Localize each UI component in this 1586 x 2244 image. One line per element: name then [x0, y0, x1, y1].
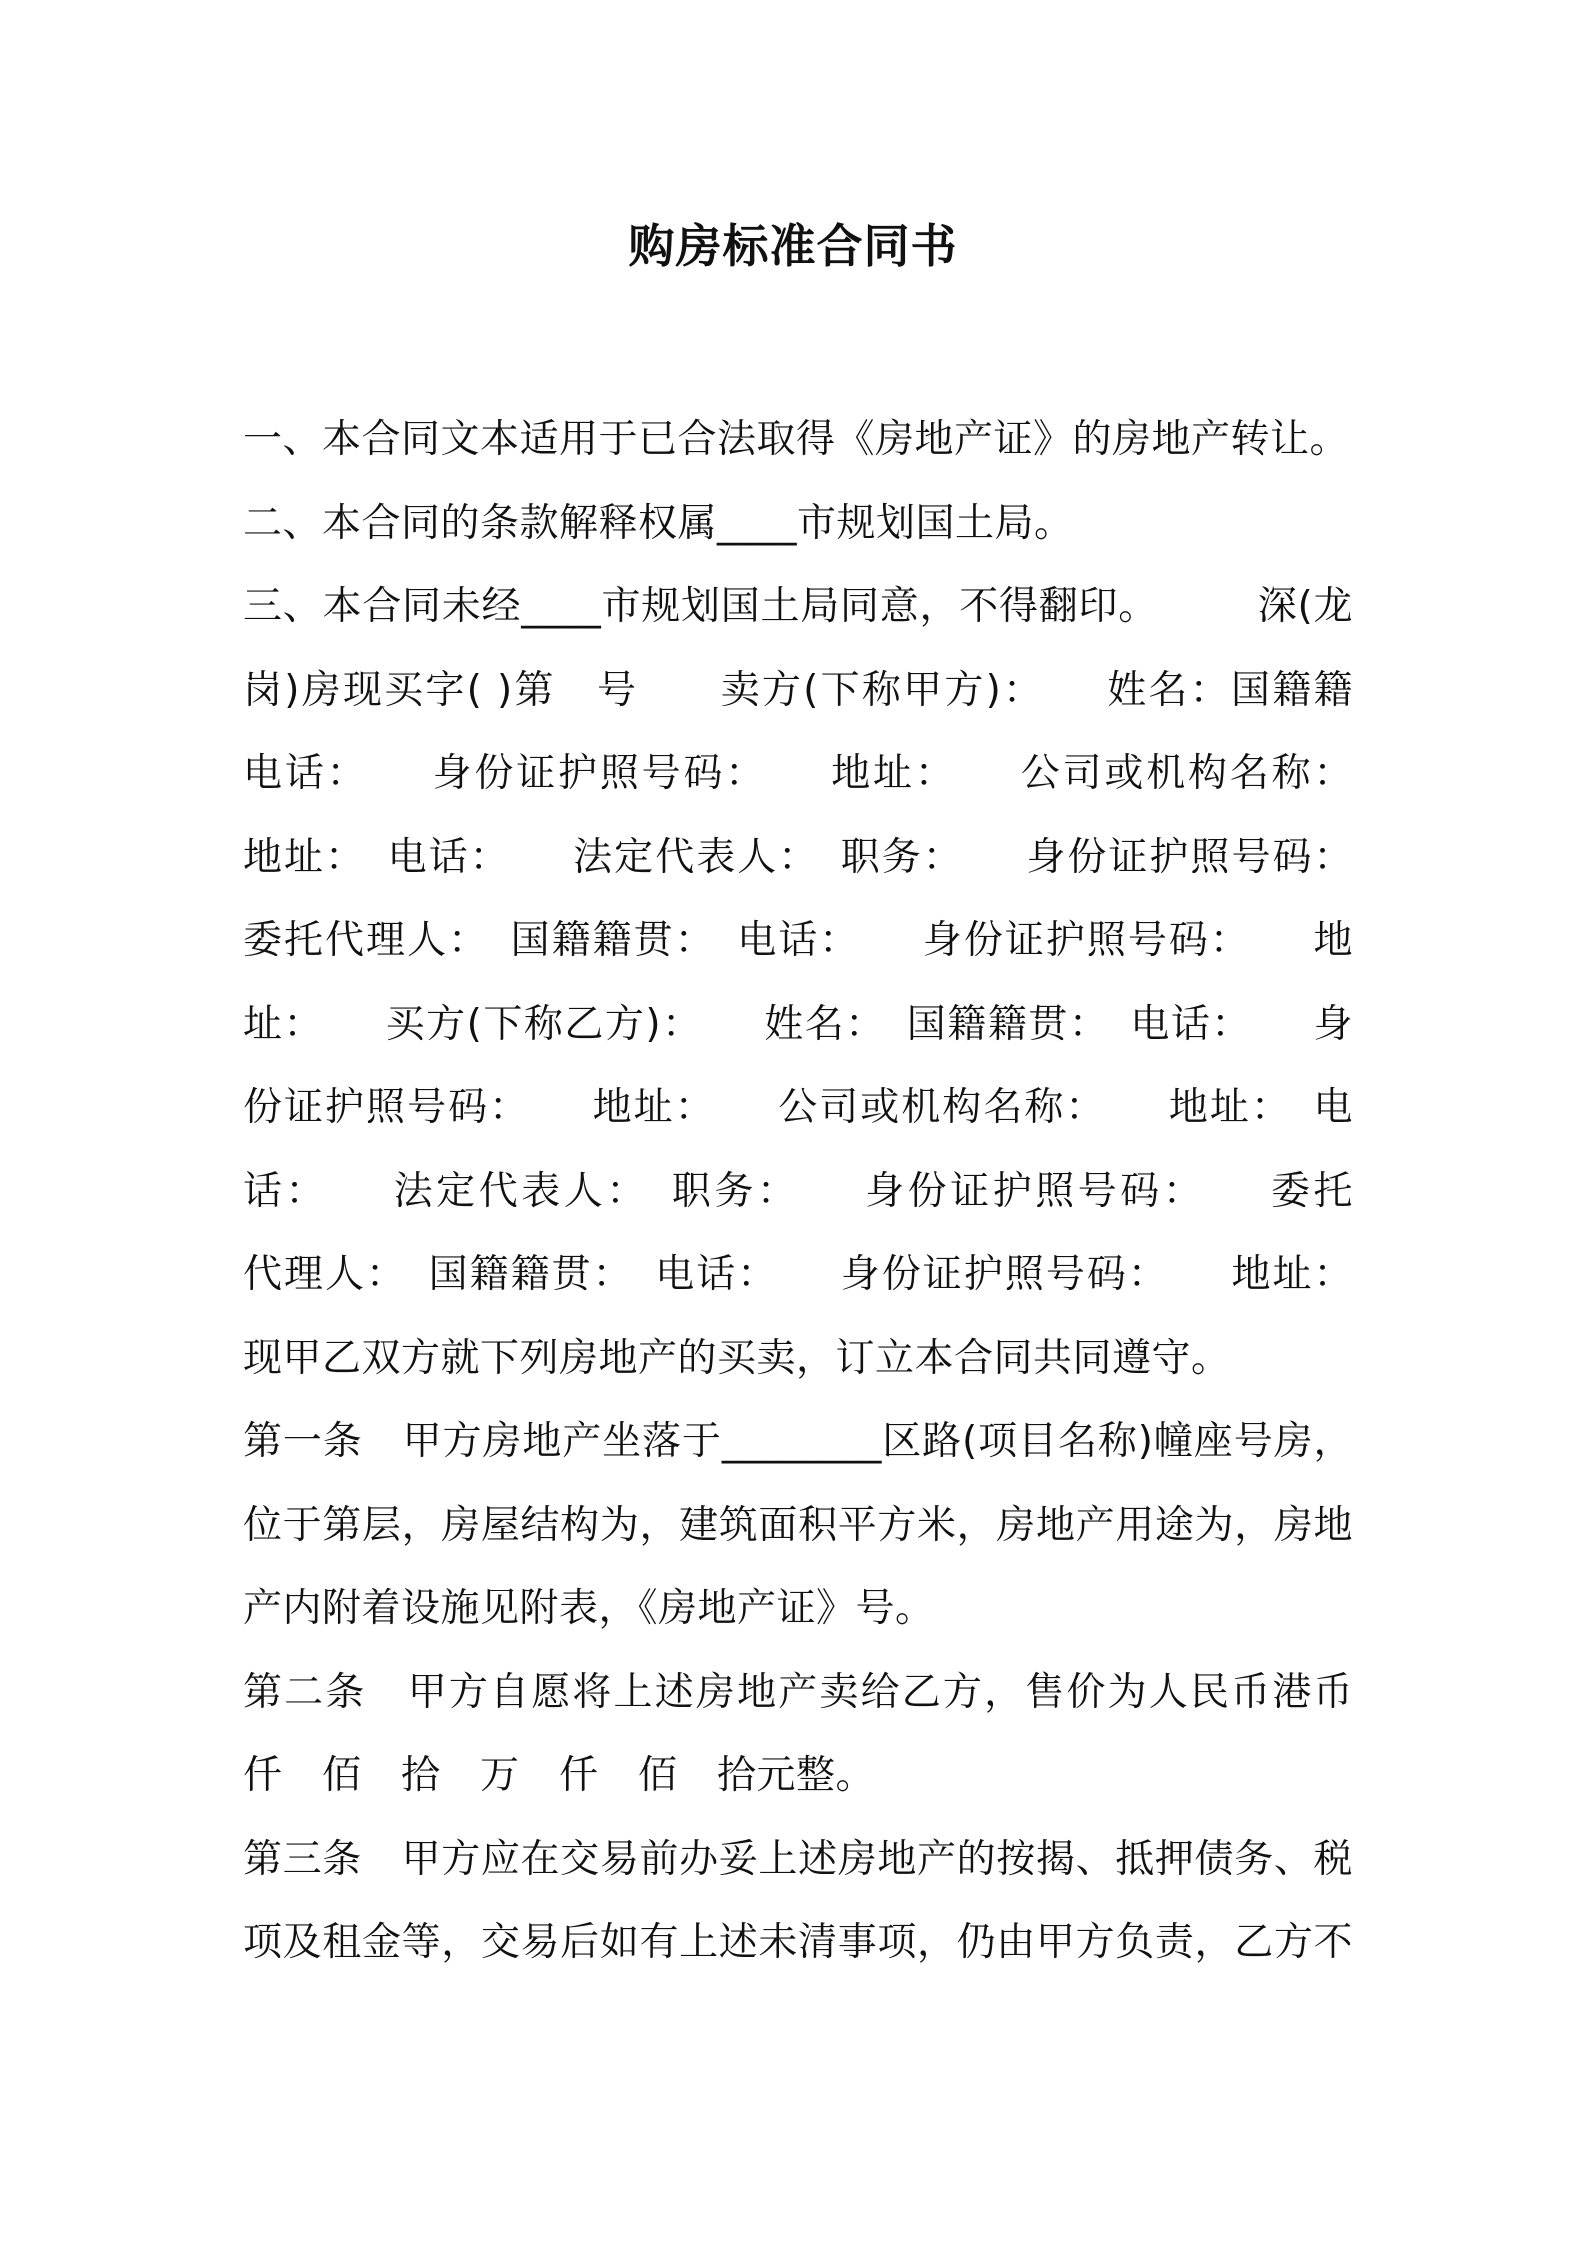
seller-info-line-2: 电话： 身份证护照号码： 地址： 公司或机构名称： [243, 751, 1353, 796]
buyer-info-line-3: 话： 法定代表人： 职务： 身份证护照号码： 委托 [243, 1168, 1353, 1214]
agreement-statement: 现甲乙双方就下列房地产的买卖，订立本合同共同遵守。 [243, 1335, 1231, 1381]
document-title: 购房标准合同书 [628, 219, 958, 273]
document-body [243, 398, 1353, 1985]
buyer-agent-line: 代理人： 国籍籍贯： 电话： 身份证护照号码： 地址： [243, 1252, 1353, 1297]
article-1-line-1: 第一条 甲方房地产坐落于________区路(项目名称)幢座号房， [243, 1419, 1353, 1464]
article-2-line-1: 第二条 甲方自愿将上述房地产卖给乙方，售价为人民币港币 [243, 1669, 1353, 1715]
clause-1-line: 一、本合同文本适用于已合法取得《房地产证》的房地产转让。 [243, 417, 1350, 462]
article-3-line-2: 项及租金等，交易后如有上述未清事项，仍由甲方负责，乙方不 [243, 1920, 1353, 1965]
article-3-line-1: 第三条 甲方应在交易前办妥上述房地产的按揭、抵押债务、税 [243, 1836, 1353, 1882]
seller-info-line-1: 岗)房现买字( )第 号 卖方(下称甲方)： 姓名：国籍籍 [243, 667, 1353, 713]
seller-info-line-3: 地址： 电话： 法定代表人： 职务： 身份证护照号码： [243, 834, 1353, 880]
article-1-line-2: 位于第层，房屋结构为，建筑面积平方米，房地产用途为，房地 [243, 1502, 1353, 1548]
article-2-line-2: 仟 佰 拾 万 仟 佰 拾元整。 [243, 1753, 876, 1798]
clause-3-line: 三、本合同未经____市规划国土局同意，不得翻印。 深(龙 [243, 584, 1353, 629]
seller-agent-line: 委托代理人： 国籍籍贯： 电话： 身份证护照号码： 地 [243, 918, 1353, 963]
clause-2-line: 二、本合同的条款解释权属____市规划国土局。 [243, 500, 1074, 546]
buyer-info-line-1: 址： 买方(下称乙方)： 姓名： 国籍籍贯： 电话： 身 [243, 1001, 1353, 1047]
buyer-info-line-2: 份证护照号码： 地址： 公司或机构名称： 地址： 电 [243, 1085, 1353, 1130]
article-1-line-3: 产内附着设施见附表，《房地产证》号。 [243, 1586, 935, 1631]
